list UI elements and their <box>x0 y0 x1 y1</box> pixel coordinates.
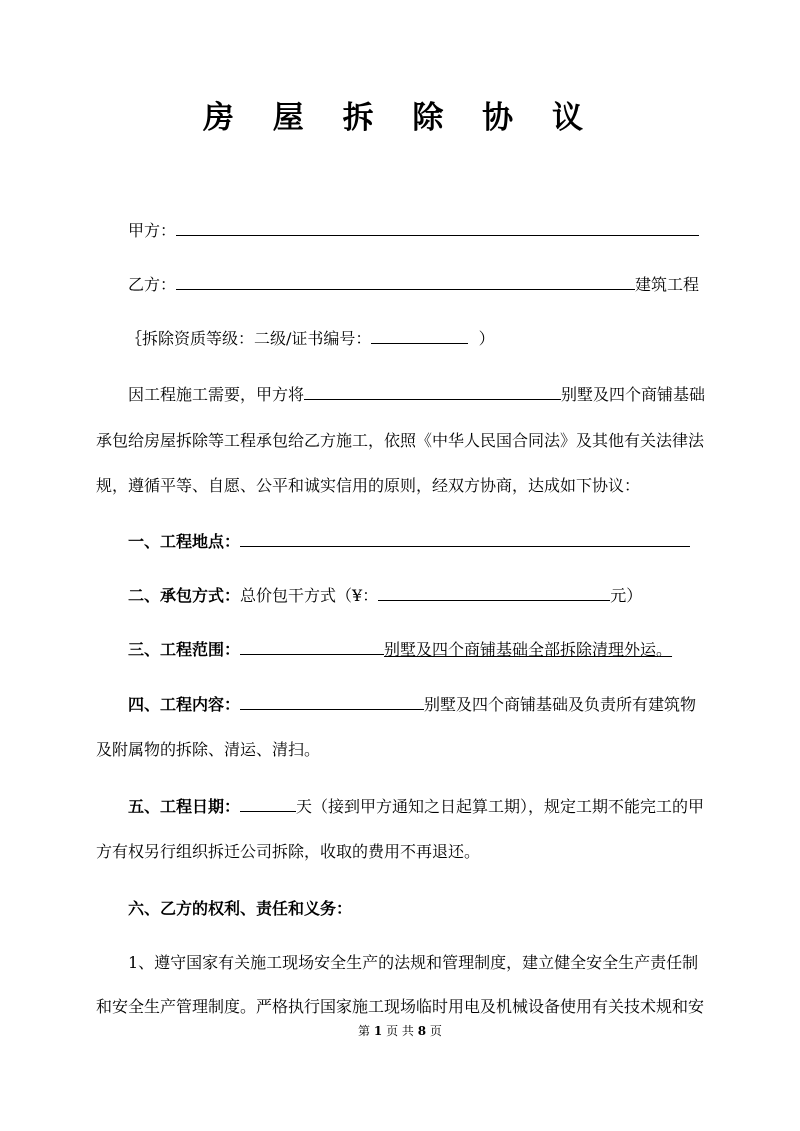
section-5-suffix: 天（接到甲方通知之日起算工期），规定工期不能完工的甲 <box>296 797 705 816</box>
section-3-label: 三、工程范围： <box>128 640 241 659</box>
section-4-line <box>128 694 696 716</box>
section-2-line <box>128 585 642 607</box>
party-a-blank[interactable] <box>176 220 699 236</box>
section-2-text: 总价包干方式（¥： <box>240 586 379 605</box>
section-4-line-2: 及附属物的拆除、清运、清扫。 <box>96 740 321 759</box>
location-blank[interactable] <box>240 531 690 547</box>
section-5-label: 五、工程日期： <box>128 797 241 816</box>
section-4-suffix: 别墅及四个商铺基础及负责所有建筑物 <box>424 695 697 714</box>
page-number: 1 <box>373 1024 383 1038</box>
scope-blank[interactable] <box>240 639 384 655</box>
qualification-prefix: ｛拆除资质等级：二级/证书编号： <box>126 329 372 348</box>
section-1-line <box>128 531 690 553</box>
section-2-suffix: 元） <box>610 586 643 605</box>
qualification-line <box>126 328 495 350</box>
intro-suffix: 别墅及四个商铺基础 <box>561 385 706 404</box>
section-2-label: 二、承包方式： <box>128 586 241 605</box>
party-a-label: 甲方： <box>128 221 177 240</box>
qualification-suffix: ） <box>478 329 495 348</box>
party-a-line <box>128 220 699 242</box>
section-5-line <box>128 796 704 818</box>
amount-blank[interactable] <box>378 585 610 601</box>
party-b-suffix: 建筑工程 <box>635 275 700 294</box>
intro-prefix: 因工程施工需要，甲方将 <box>128 385 305 404</box>
section-5-line-2: 方有权另行组织拆迁公司拆除，收取的费用不再退还。 <box>96 842 481 861</box>
section-4-label: 四、工程内容： <box>128 695 241 714</box>
content-blank[interactable] <box>240 694 424 710</box>
section-3-text: 别墅及四个商铺基础全部拆除清理外运。 <box>384 640 673 659</box>
page-footer <box>0 1023 800 1039</box>
section-6-heading: 六、乙方的权利、责任和义务： <box>128 899 353 918</box>
footer-prefix: 第 <box>358 1024 371 1038</box>
intro-line-3: 规，遵循平等、自愿、公平和诚实信用的原则，经双方协商，达成如下协议： <box>96 476 641 495</box>
project-name-blank[interactable] <box>304 384 561 400</box>
total-pages: 8 <box>417 1024 427 1038</box>
footer-middle: 页 共 <box>386 1024 414 1038</box>
section-1-label: 一、工程地点： <box>128 532 241 551</box>
days-blank[interactable] <box>240 796 296 812</box>
section-3-line <box>128 639 672 661</box>
document-title: 房 屋 拆 除 协 议 <box>203 100 597 136</box>
item-1-line-2: 和安全生产管理制度。严格执行国家施工现场临时用电及机械设备使用有关技术规和安 <box>96 997 705 1016</box>
item-1-line-1: 1、遵守国家有关施工现场安全生产的法规和管理制度，建立健全安全生产责任制 <box>128 953 699 972</box>
intro-line-1 <box>128 384 705 406</box>
footer-suffix: 页 <box>429 1024 442 1038</box>
party-b-label: 乙方： <box>128 275 177 294</box>
intro-line-2: 承包给房屋拆除等工程承包给乙方施工，依照《中华人民国合同法》及其他有关法律法 <box>96 431 705 450</box>
party-b-line <box>128 274 699 296</box>
certificate-number-blank[interactable] <box>371 328 468 344</box>
party-b-blank[interactable] <box>176 274 635 290</box>
